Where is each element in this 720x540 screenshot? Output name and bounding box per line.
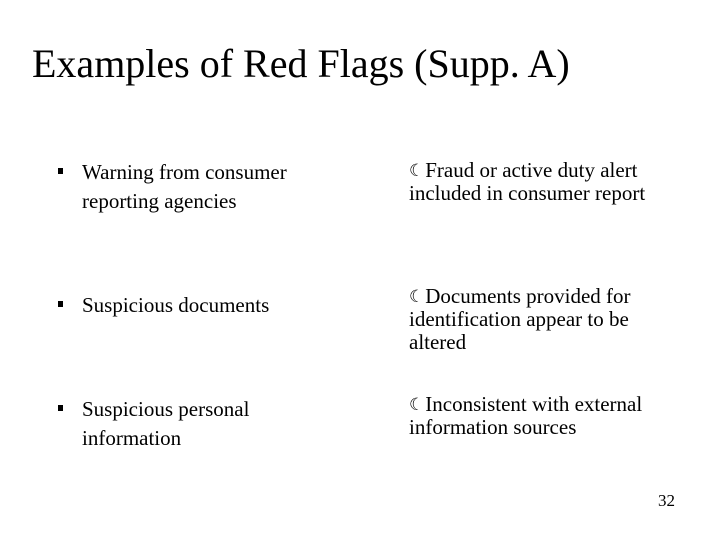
category-text: Warning from consumer reporting agencies (82, 160, 287, 213)
square-bullet-icon (58, 301, 63, 307)
example-text: Fraud or active duty alert included in consumer report (409, 158, 646, 205)
slide-title: Examples of Red Flags (Supp. A) (32, 41, 570, 86)
category-text: Suspicious documents (82, 293, 270, 317)
square-bullet-icon (58, 405, 63, 411)
square-bullet-icon (58, 168, 63, 174)
moon-bullet-icon: ☾ (409, 287, 425, 307)
moon-bullet-icon: ☾ (409, 395, 425, 415)
example-text: Inconsistent with external information sources (409, 392, 643, 439)
moon-bullet-icon: ☾ (409, 161, 425, 181)
example-text: Documents provided for identification appear to be altered (409, 284, 631, 354)
page-number: 32 (658, 491, 675, 510)
example-item (409, 285, 689, 354)
example-item (409, 393, 689, 439)
example-item (409, 159, 689, 205)
category-text: Suspicious personal information (82, 397, 250, 450)
